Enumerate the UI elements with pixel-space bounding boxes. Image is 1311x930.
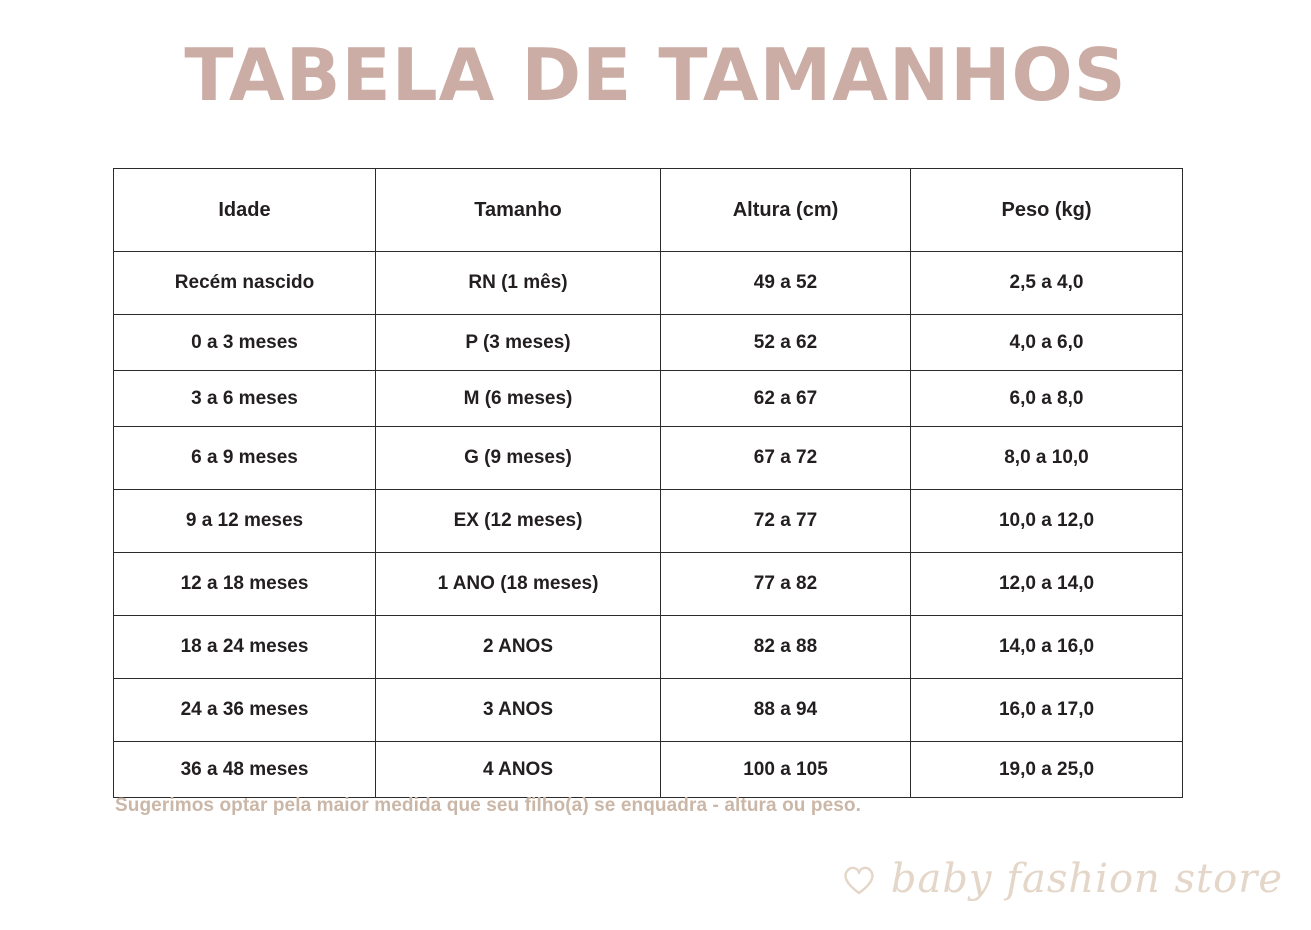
table-row — [114, 371, 1183, 427]
cell-altura: 72 a 77 — [661, 490, 911, 553]
cell-altura: 82 a 88 — [661, 616, 911, 679]
cell-peso: 2,5 a 4,0 — [911, 252, 1183, 315]
cell-tamanho: M (6 meses) — [376, 371, 661, 427]
column-header-idade: Idade — [114, 169, 376, 252]
cell-idade: Recém nascido — [114, 252, 376, 315]
table-row — [114, 553, 1183, 616]
table-row — [114, 427, 1183, 490]
cell-tamanho: 3 ANOS — [376, 679, 661, 742]
cell-peso: 14,0 a 16,0 — [911, 616, 1183, 679]
cell-altura: 49 a 52 — [661, 252, 911, 315]
cell-tamanho: P (3 meses) — [376, 315, 661, 371]
cell-tamanho: G (9 meses) — [376, 427, 661, 490]
column-header-peso: Peso (kg) — [911, 169, 1183, 252]
cell-idade: 6 a 9 meses — [114, 427, 376, 490]
cell-altura: 67 a 72 — [661, 427, 911, 490]
footer-note: Sugerimos optar pela maior medida que seu filho(a) se enquadra - altura ou peso. — [115, 795, 861, 816]
table-row — [114, 616, 1183, 679]
table-row — [114, 315, 1183, 371]
cell-idade: 24 a 36 meses — [114, 679, 376, 742]
cell-tamanho: 4 ANOS — [376, 742, 661, 798]
table-header-row — [114, 169, 1183, 252]
cell-altura: 88 a 94 — [661, 679, 911, 742]
cell-tamanho: RN (1 mês) — [376, 252, 661, 315]
cell-peso: 4,0 a 6,0 — [911, 315, 1183, 371]
cell-idade: 12 a 18 meses — [114, 553, 376, 616]
cell-altura: 52 a 62 — [661, 315, 911, 371]
cell-altura: 77 a 82 — [661, 553, 911, 616]
cell-altura: 62 a 67 — [661, 371, 911, 427]
cell-idade: 0 a 3 meses — [114, 315, 376, 371]
cell-tamanho: EX (12 meses) — [376, 490, 661, 553]
table-row — [114, 490, 1183, 553]
cell-peso: 10,0 a 12,0 — [911, 490, 1183, 553]
brand-logo — [839, 856, 1283, 902]
cell-tamanho: 2 ANOS — [376, 616, 661, 679]
cell-peso: 19,0 a 25,0 — [911, 742, 1183, 798]
column-header-tamanho: Tamanho — [376, 169, 661, 252]
brand-name: baby fashion store — [890, 856, 1283, 902]
table-row — [114, 742, 1183, 798]
cell-idade: 9 a 12 meses — [114, 490, 376, 553]
cell-idade: 36 a 48 meses — [114, 742, 376, 798]
cell-tamanho: 1 ANO (18 meses) — [376, 553, 661, 616]
size-table — [113, 168, 1183, 798]
cell-peso: 16,0 a 17,0 — [911, 679, 1183, 742]
cell-altura: 100 a 105 — [661, 742, 911, 798]
cell-peso: 12,0 a 14,0 — [911, 553, 1183, 616]
page-title: TABELA DE TAMANHOS — [184, 33, 1127, 117]
column-header-altura: Altura (cm) — [661, 169, 911, 252]
cell-peso: 8,0 a 10,0 — [911, 427, 1183, 490]
cell-idade: 18 a 24 meses — [114, 616, 376, 679]
heart-icon — [839, 859, 879, 899]
size-table-container — [113, 168, 1182, 798]
table-row — [114, 252, 1183, 315]
cell-peso: 6,0 a 8,0 — [911, 371, 1183, 427]
table-row — [114, 679, 1183, 742]
cell-idade: 3 a 6 meses — [114, 371, 376, 427]
